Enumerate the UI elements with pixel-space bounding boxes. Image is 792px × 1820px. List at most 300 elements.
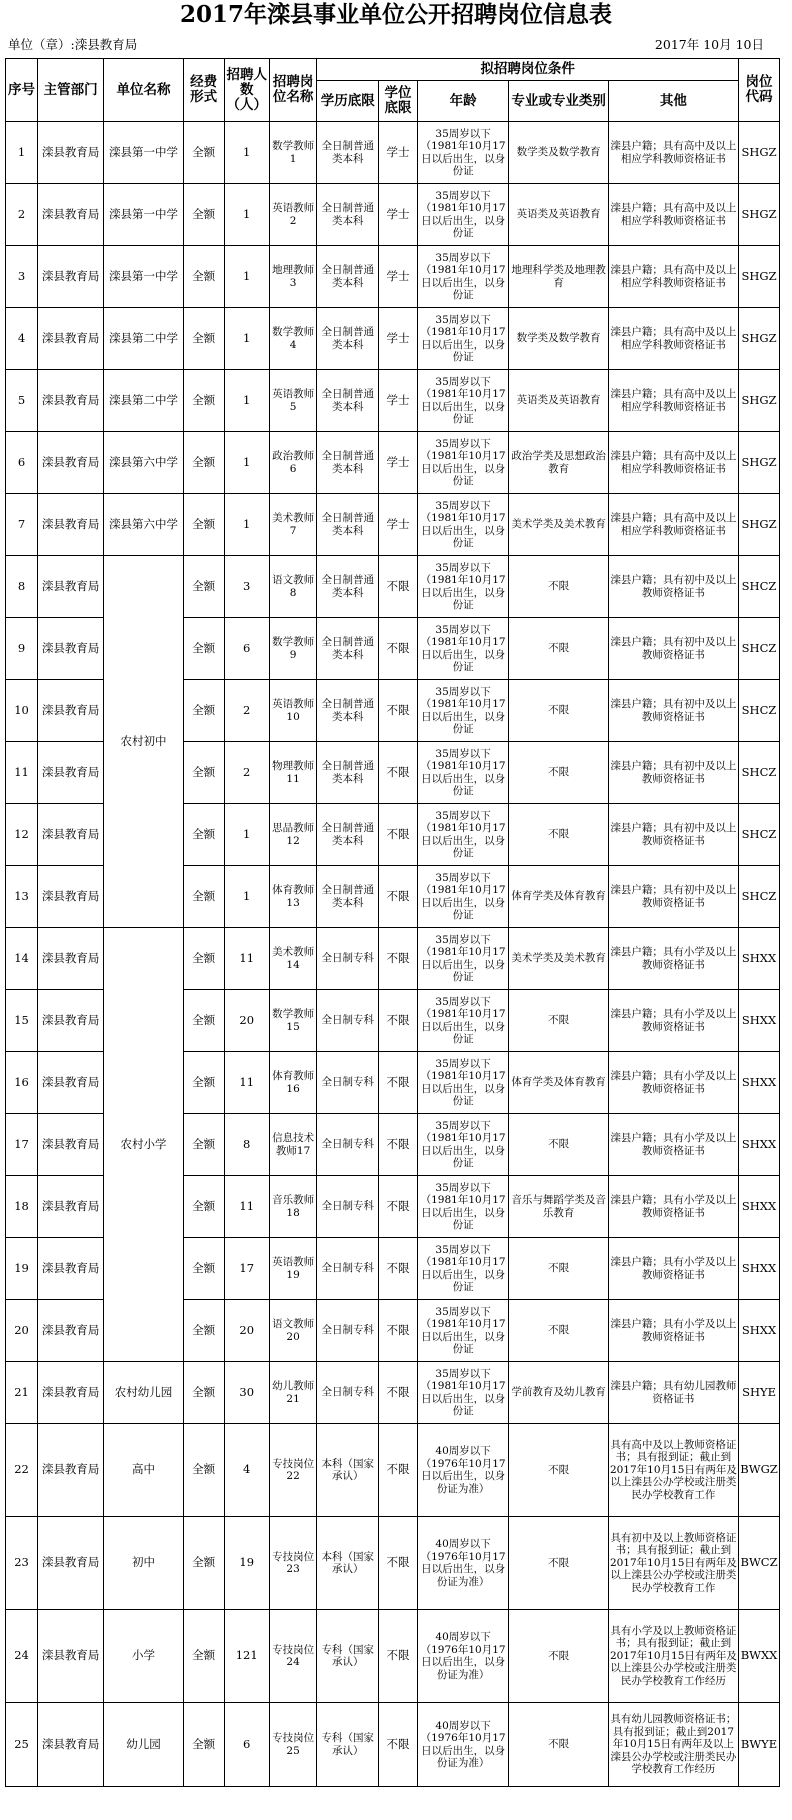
cell-edu: 全日制普通类本科 <box>317 680 379 742</box>
cell-code: SHCZ <box>739 556 780 618</box>
cell-degree: 不限 <box>379 1424 418 1517</box>
cell-seq: 2 <box>6 184 38 246</box>
header-seq: 序号 <box>6 59 38 122</box>
cell-dept: 滦县教育局 <box>38 432 104 494</box>
cell-edu: 全日制专科 <box>317 1052 379 1114</box>
cell-post: 信息技术教师17 <box>269 1114 316 1176</box>
cell-code: SHYE <box>739 1362 780 1424</box>
cell-code: BWYE <box>739 1703 780 1787</box>
cell-count: 11 <box>224 1176 269 1238</box>
header-degree: 学位底限 <box>379 81 418 122</box>
cell-funding: 全额 <box>183 618 224 680</box>
cell-code: BWGZ <box>739 1424 780 1517</box>
table-row <box>6 184 780 246</box>
cell-code: BWCZ <box>739 1517 780 1610</box>
cell-funding: 全额 <box>183 1114 224 1176</box>
cell-funding: 全额 <box>183 1238 224 1300</box>
cell-other: 滦县户籍；具有小学及以上教师资格证书 <box>608 1114 738 1176</box>
cell-post: 数学教师4 <box>269 308 316 370</box>
cell-count: 30 <box>224 1362 269 1424</box>
cell-seq: 1 <box>6 122 38 184</box>
cell-degree: 不限 <box>379 990 418 1052</box>
cell-major: 英语类及英语教育 <box>509 370 608 432</box>
cell-other: 滦县户籍；具有高中及以上相应学科教师资格证书 <box>608 122 738 184</box>
cell-age: 35周岁以下（1981年10月17日以后出生，以身份证 <box>417 122 509 184</box>
cell-dept: 滦县教育局 <box>38 1238 104 1300</box>
cell-unit: 农村幼儿园 <box>104 1362 183 1424</box>
cell-seq: 20 <box>6 1300 38 1362</box>
header-age: 年龄 <box>417 81 509 122</box>
cell-edu: 专科（国家承认） <box>317 1610 379 1703</box>
cell-edu: 全日制专科 <box>317 1114 379 1176</box>
cell-degree: 不限 <box>379 1114 418 1176</box>
cell-funding: 全额 <box>183 556 224 618</box>
cell-degree: 学士 <box>379 370 418 432</box>
cell-age: 40周岁以下（1976年10月17日以后出生，以身份证为准） <box>417 1517 509 1610</box>
cell-seq: 5 <box>6 370 38 432</box>
cell-unit: 滦县第一中学 <box>104 184 183 246</box>
cell-funding: 全额 <box>183 742 224 804</box>
cell-degree: 不限 <box>379 556 418 618</box>
cell-code: SHGZ <box>739 432 780 494</box>
cell-seq: 3 <box>6 246 38 308</box>
unit-label: 单位（章）:滦县教育局 <box>8 37 138 52</box>
cell-funding: 全额 <box>183 1300 224 1362</box>
cell-edu: 全日制普通类本科 <box>317 184 379 246</box>
cell-dept: 滦县教育局 <box>38 1176 104 1238</box>
cell-post: 数学教师9 <box>269 618 316 680</box>
cell-edu: 全日制普通类本科 <box>317 122 379 184</box>
cell-degree: 学士 <box>379 494 418 556</box>
cell-post: 地理教师3 <box>269 246 316 308</box>
cell-edu: 本科（国家承认） <box>317 1424 379 1517</box>
cell-age: 35周岁以下（1981年10月17日以后出生，以身份证 <box>417 184 509 246</box>
cell-dept: 滦县教育局 <box>38 1610 104 1703</box>
table-row <box>6 308 780 370</box>
cell-seq: 7 <box>6 494 38 556</box>
cell-count: 1 <box>224 804 269 866</box>
cell-edu: 全日制普通类本科 <box>317 370 379 432</box>
cell-age: 35周岁以下（1981年10月17日以后出生，以身份证 <box>417 1114 509 1176</box>
cell-edu: 全日制专科 <box>317 990 379 1052</box>
cell-major: 数学类及数学教育 <box>509 308 608 370</box>
cell-seq: 24 <box>6 1610 38 1703</box>
cell-count: 8 <box>224 1114 269 1176</box>
cell-unit: 高中 <box>104 1424 183 1517</box>
cell-code: SHXX <box>739 1238 780 1300</box>
cell-post: 美术教师14 <box>269 928 316 990</box>
cell-age: 40周岁以下（1976年10月17日以后出生，以身份证为准） <box>417 1424 509 1517</box>
cell-dept: 滦县教育局 <box>38 556 104 618</box>
cell-code: SHXX <box>739 1300 780 1362</box>
cell-other: 滦县户籍；具有高中及以上相应学科教师资格证书 <box>608 370 738 432</box>
cell-edu: 全日制普通类本科 <box>317 618 379 680</box>
cell-other: 滦县户籍；具有初中及以上教师资格证书 <box>608 866 738 928</box>
cell-degree: 不限 <box>379 1610 418 1703</box>
cell-dept: 滦县教育局 <box>38 618 104 680</box>
cell-age: 35周岁以下（1981年10月17日以后出生，以身份证 <box>417 618 509 680</box>
cell-other: 滦县户籍；具有小学及以上教师资格证书 <box>608 1176 738 1238</box>
cell-count: 6 <box>224 1703 269 1787</box>
cell-code: SHXX <box>739 928 780 990</box>
cell-code: SHCZ <box>739 618 780 680</box>
cell-count: 1 <box>224 184 269 246</box>
cell-seq: 10 <box>6 680 38 742</box>
cell-other: 具有初中及以上教师资格证书；具有报到证；截止到2017年10月15日有两年及以上滦县公办学校或注册类民办学校教育工作 <box>608 1517 738 1610</box>
cell-code: SHGZ <box>739 494 780 556</box>
cell-post: 英语教师2 <box>269 184 316 246</box>
cell-age: 40周岁以下（1976年10月17日以后出生，以身份证为准） <box>417 1703 509 1787</box>
cell-funding: 全额 <box>183 1610 224 1703</box>
cell-dept: 滦县教育局 <box>38 804 104 866</box>
cell-post: 专技岗位23 <box>269 1517 316 1610</box>
cell-unit: 滦县第六中学 <box>104 494 183 556</box>
cell-major: 数学类及数学教育 <box>509 122 608 184</box>
cell-post: 体育教师13 <box>269 866 316 928</box>
cell-age: 40周岁以下（1976年10月17日以后出生，以身份证为准） <box>417 1610 509 1703</box>
cell-other: 滦县户籍；具有高中及以上相应学科教师资格证书 <box>608 494 738 556</box>
cell-dept: 滦县教育局 <box>38 1517 104 1610</box>
cell-code: SHXX <box>739 1114 780 1176</box>
cell-degree: 学士 <box>379 122 418 184</box>
cell-seq: 21 <box>6 1362 38 1424</box>
cell-count: 121 <box>224 1610 269 1703</box>
cell-post: 英语教师10 <box>269 680 316 742</box>
cell-post: 思品教师12 <box>269 804 316 866</box>
cell-degree: 学士 <box>379 432 418 494</box>
cell-dept: 滦县教育局 <box>38 1703 104 1787</box>
table-row <box>6 1424 780 1517</box>
cell-code: SHGZ <box>739 370 780 432</box>
page-title: 2017年滦县事业单位公开招聘岗位信息表 <box>179 1 612 28</box>
cell-age: 35周岁以下（1981年10月17日以后出生，以身份证 <box>417 246 509 308</box>
cell-degree: 不限 <box>379 742 418 804</box>
cell-unit: 滦县第一中学 <box>104 122 183 184</box>
cell-dept: 滦县教育局 <box>38 246 104 308</box>
cell-dept: 滦县教育局 <box>38 494 104 556</box>
cell-edu: 全日制普通类本科 <box>317 308 379 370</box>
cell-age: 35周岁以下（1981年10月17日以后出生，以身份证 <box>417 1362 509 1424</box>
cell-post: 数学教师1 <box>269 122 316 184</box>
cell-count: 1 <box>224 370 269 432</box>
cell-dept: 滦县教育局 <box>38 1114 104 1176</box>
table-row <box>6 556 780 618</box>
cell-degree: 不限 <box>379 1238 418 1300</box>
cell-count: 20 <box>224 990 269 1052</box>
cell-dept: 滦县教育局 <box>38 742 104 804</box>
cell-degree: 不限 <box>379 804 418 866</box>
cell-count: 1 <box>224 866 269 928</box>
table-body <box>6 122 780 1787</box>
cell-seq: 12 <box>6 804 38 866</box>
cell-code: BWXX <box>739 1610 780 1703</box>
cell-other: 滦县户籍；具有高中及以上相应学科教师资格证书 <box>608 308 738 370</box>
cell-count: 1 <box>224 122 269 184</box>
cell-post: 体育教师16 <box>269 1052 316 1114</box>
cell-other: 滦县户籍；具有小学及以上教师资格证书 <box>608 990 738 1052</box>
cell-post: 音乐教师18 <box>269 1176 316 1238</box>
header-code: 岗位代码 <box>739 59 780 122</box>
cell-code: SHXX <box>739 1176 780 1238</box>
cell-code: SHXX <box>739 990 780 1052</box>
cell-count: 1 <box>224 432 269 494</box>
cell-unit: 初中 <box>104 1517 183 1610</box>
cell-count: 1 <box>224 308 269 370</box>
cell-age: 35周岁以下（1981年10月17日以后出生，以身份证 <box>417 680 509 742</box>
cell-other: 滦县户籍；具有小学及以上教师资格证书 <box>608 1052 738 1114</box>
cell-count: 2 <box>224 742 269 804</box>
cell-dept: 滦县教育局 <box>38 122 104 184</box>
cell-edu: 全日制专科 <box>317 1300 379 1362</box>
date-label: 2017年 10月 10日 <box>654 37 764 52</box>
cell-age: 35周岁以下（1981年10月17日以后出生，以身份证 <box>417 742 509 804</box>
cell-seq: 8 <box>6 556 38 618</box>
cell-degree: 不限 <box>379 866 418 928</box>
cell-other: 滦县户籍；具有高中及以上相应学科教师资格证书 <box>608 432 738 494</box>
cell-other: 滦县户籍；具有初中及以上教师资格证书 <box>608 556 738 618</box>
cell-post: 语文教师8 <box>269 556 316 618</box>
cell-other: 滦县户籍；具有初中及以上教师资格证书 <box>608 804 738 866</box>
table-row <box>6 1703 780 1787</box>
cell-code: SHGZ <box>739 122 780 184</box>
cell-degree: 不限 <box>379 1362 418 1424</box>
cell-funding: 全额 <box>183 990 224 1052</box>
cell-unit: 幼儿园 <box>104 1703 183 1787</box>
cell-count: 1 <box>224 494 269 556</box>
cell-major: 不限 <box>509 556 608 618</box>
cell-funding: 全额 <box>183 1424 224 1517</box>
cell-degree: 不限 <box>379 1517 418 1610</box>
header-major: 专业或专业类别 <box>509 81 608 122</box>
cell-funding: 全额 <box>183 1362 224 1424</box>
cell-count: 19 <box>224 1517 269 1610</box>
cell-unit-merged: 农村初中 <box>104 556 183 928</box>
cell-major: 不限 <box>509 1300 608 1362</box>
cell-edu: 全日制普通类本科 <box>317 246 379 308</box>
cell-edu: 全日制专科 <box>317 1238 379 1300</box>
cell-count: 11 <box>224 928 269 990</box>
cell-edu: 全日制普通类本科 <box>317 866 379 928</box>
header-conditions: 拟招聘岗位条件 <box>317 59 739 81</box>
cell-age: 35周岁以下（1981年10月17日以后出生，以身份证 <box>417 556 509 618</box>
cell-other: 滦县户籍；具有小学及以上教师资格证书 <box>608 1238 738 1300</box>
cell-code: SHCZ <box>739 866 780 928</box>
cell-major: 美术学类及美术教育 <box>509 494 608 556</box>
cell-edu: 全日制专科 <box>317 1176 379 1238</box>
cell-major: 学前教育及幼儿教育 <box>509 1362 608 1424</box>
cell-code: SHXX <box>739 1052 780 1114</box>
table-row <box>6 432 780 494</box>
table-row <box>6 246 780 308</box>
cell-age: 35周岁以下（1981年10月17日以后出生，以身份证 <box>417 370 509 432</box>
cell-major: 不限 <box>509 742 608 804</box>
cell-code: SHGZ <box>739 184 780 246</box>
cell-major: 不限 <box>509 1424 608 1517</box>
cell-funding: 全额 <box>183 1176 224 1238</box>
header-other: 其他 <box>608 81 738 122</box>
cell-dept: 滦县教育局 <box>38 184 104 246</box>
cell-major: 不限 <box>509 1703 608 1787</box>
cell-edu: 全日制普通类本科 <box>317 742 379 804</box>
cell-seq: 17 <box>6 1114 38 1176</box>
cell-edu: 全日制普通类本科 <box>317 804 379 866</box>
cell-dept: 滦县教育局 <box>38 866 104 928</box>
cell-major: 体育学类及体育教育 <box>509 1052 608 1114</box>
cell-unit: 滦县第一中学 <box>104 246 183 308</box>
cell-seq: 14 <box>6 928 38 990</box>
header-edu: 学历底限 <box>317 81 379 122</box>
cell-unit: 滦县第六中学 <box>104 432 183 494</box>
header-count: 招聘人数（人） <box>224 59 269 122</box>
cell-other: 具有幼儿园教师资格证书；具有报到证；截止到2017年10月15日有两年及以上滦县公办学校或注册类民办学校教育工作经历 <box>608 1703 738 1787</box>
table-row <box>6 1517 780 1610</box>
cell-major: 不限 <box>509 1238 608 1300</box>
cell-edu: 本科（国家承认） <box>317 1517 379 1610</box>
cell-post: 政治教师6 <box>269 432 316 494</box>
cell-edu: 全日制普通类本科 <box>317 494 379 556</box>
header-dept: 主管部门 <box>38 59 104 122</box>
cell-major: 体育学类及体育教育 <box>509 866 608 928</box>
cell-count: 1 <box>224 246 269 308</box>
cell-major: 不限 <box>509 990 608 1052</box>
cell-count: 17 <box>224 1238 269 1300</box>
cell-other: 滦县户籍；具有小学及以上教师资格证书 <box>608 928 738 990</box>
cell-degree: 不限 <box>379 1052 418 1114</box>
cell-degree: 不限 <box>379 680 418 742</box>
cell-funding: 全额 <box>183 1052 224 1114</box>
table-row <box>6 494 780 556</box>
header-post: 招聘岗位名称 <box>269 59 316 122</box>
table-row <box>6 370 780 432</box>
cell-count: 11 <box>224 1052 269 1114</box>
cell-post: 专技岗位24 <box>269 1610 316 1703</box>
cell-post: 专技岗位22 <box>269 1424 316 1517</box>
cell-code: SHCZ <box>739 804 780 866</box>
cell-seq: 9 <box>6 618 38 680</box>
cell-degree: 不限 <box>379 1300 418 1362</box>
cell-count: 20 <box>224 1300 269 1362</box>
cell-other: 具有高中及以上教师资格证书；具有报到证；截止到2017年10月15日有两年及以上滦县公办学校或注册类民办学校教育工作 <box>608 1424 738 1517</box>
cell-dept: 滦县教育局 <box>38 1424 104 1517</box>
cell-post: 幼儿教师21 <box>269 1362 316 1424</box>
cell-funding: 全额 <box>183 308 224 370</box>
cell-other: 滦县户籍；具有初中及以上教师资格证书 <box>608 742 738 804</box>
cell-major: 音乐与舞蹈学类及音乐教育 <box>509 1176 608 1238</box>
cell-dept: 滦县教育局 <box>38 680 104 742</box>
cell-funding: 全额 <box>183 928 224 990</box>
cell-age: 35周岁以下（1981年10月17日以后出生，以身份证 <box>417 804 509 866</box>
cell-funding: 全额 <box>183 184 224 246</box>
cell-funding: 全额 <box>183 432 224 494</box>
cell-age: 35周岁以下（1981年10月17日以后出生，以身份证 <box>417 1176 509 1238</box>
cell-dept: 滦县教育局 <box>38 370 104 432</box>
cell-degree: 不限 <box>379 928 418 990</box>
cell-dept: 滦县教育局 <box>38 990 104 1052</box>
cell-code: SHCZ <box>739 680 780 742</box>
cell-major: 不限 <box>509 680 608 742</box>
cell-funding: 全额 <box>183 494 224 556</box>
cell-major: 地理科学类及地理教育 <box>509 246 608 308</box>
cell-dept: 滦县教育局 <box>38 1362 104 1424</box>
cell-major: 不限 <box>509 618 608 680</box>
cell-unit-merged: 农村小学 <box>104 928 183 1362</box>
cell-dept: 滦县教育局 <box>38 308 104 370</box>
cell-seq: 18 <box>6 1176 38 1238</box>
cell-other: 滦县户籍；具有初中及以上教师资格证书 <box>608 680 738 742</box>
cell-other: 具有小学及以上教师资格证书；具有报到证；截止到2017年10月15日有两年及以上滦县公办学校或注册类民办学校教育工作经历 <box>608 1610 738 1703</box>
cell-age: 35周岁以下（1981年10月17日以后出生，以身份证 <box>417 1300 509 1362</box>
cell-dept: 滦县教育局 <box>38 928 104 990</box>
cell-degree: 学士 <box>379 184 418 246</box>
cell-seq: 22 <box>6 1424 38 1517</box>
cell-age: 35周岁以下（1981年10月17日以后出生，以身份证 <box>417 1052 509 1114</box>
cell-funding: 全额 <box>183 122 224 184</box>
cell-funding: 全额 <box>183 370 224 432</box>
cell-dept: 滦县教育局 <box>38 1052 104 1114</box>
cell-dept: 滦县教育局 <box>38 1300 104 1362</box>
cell-major: 不限 <box>509 804 608 866</box>
header-unit: 单位名称 <box>104 59 183 122</box>
cell-edu: 全日制专科 <box>317 1362 379 1424</box>
cell-degree: 学士 <box>379 246 418 308</box>
cell-major: 英语类及英语教育 <box>509 184 608 246</box>
cell-edu: 全日制普通类本科 <box>317 556 379 618</box>
cell-code: SHCZ <box>739 742 780 804</box>
table-row <box>6 928 780 990</box>
cell-funding: 全额 <box>183 1703 224 1787</box>
cell-seq: 16 <box>6 1052 38 1114</box>
cell-seq: 19 <box>6 1238 38 1300</box>
cell-age: 35周岁以下（1981年10月17日以后出生，以身份证 <box>417 866 509 928</box>
cell-seq: 25 <box>6 1703 38 1787</box>
cell-degree: 不限 <box>379 1703 418 1787</box>
cell-post: 专技岗位25 <box>269 1703 316 1787</box>
cell-code: SHGZ <box>739 308 780 370</box>
cell-other: 滦县户籍；具有小学及以上教师资格证书 <box>608 1300 738 1362</box>
cell-age: 35周岁以下（1981年10月17日以后出生，以身份证 <box>417 432 509 494</box>
cell-seq: 6 <box>6 432 38 494</box>
recruitment-table <box>5 58 780 1787</box>
cell-other: 滦县户籍；具有高中及以上相应学科教师资格证书 <box>608 246 738 308</box>
cell-degree: 学士 <box>379 308 418 370</box>
cell-funding: 全额 <box>183 804 224 866</box>
cell-other: 滦县户籍；具有高中及以上相应学科教师资格证书 <box>608 184 738 246</box>
cell-funding: 全额 <box>183 246 224 308</box>
cell-edu: 全日制专科 <box>317 928 379 990</box>
cell-major: 不限 <box>509 1517 608 1610</box>
header-funding: 经费形式 <box>183 59 224 122</box>
cell-code: SHGZ <box>739 246 780 308</box>
cell-other: 滦县户籍；具有初中及以上教师资格证书 <box>608 618 738 680</box>
cell-seq: 13 <box>6 866 38 928</box>
cell-age: 35周岁以下（1981年10月17日以后出生，以身份证 <box>417 928 509 990</box>
cell-post: 美术教师7 <box>269 494 316 556</box>
cell-age: 35周岁以下（1981年10月17日以后出生，以身份证 <box>417 308 509 370</box>
cell-unit: 滦县第二中学 <box>104 308 183 370</box>
cell-unit: 小学 <box>104 1610 183 1703</box>
cell-count: 6 <box>224 618 269 680</box>
cell-post: 物理教师11 <box>269 742 316 804</box>
cell-count: 2 <box>224 680 269 742</box>
cell-post: 英语教师5 <box>269 370 316 432</box>
cell-funding: 全额 <box>183 680 224 742</box>
cell-age: 35周岁以下（1981年10月17日以后出生，以身份证 <box>417 494 509 556</box>
cell-edu: 专科（国家承认） <box>317 1703 379 1787</box>
cell-funding: 全额 <box>183 866 224 928</box>
table-row <box>6 122 780 184</box>
cell-age: 35周岁以下（1981年10月17日以后出生，以身份证 <box>417 1238 509 1300</box>
cell-seq: 4 <box>6 308 38 370</box>
